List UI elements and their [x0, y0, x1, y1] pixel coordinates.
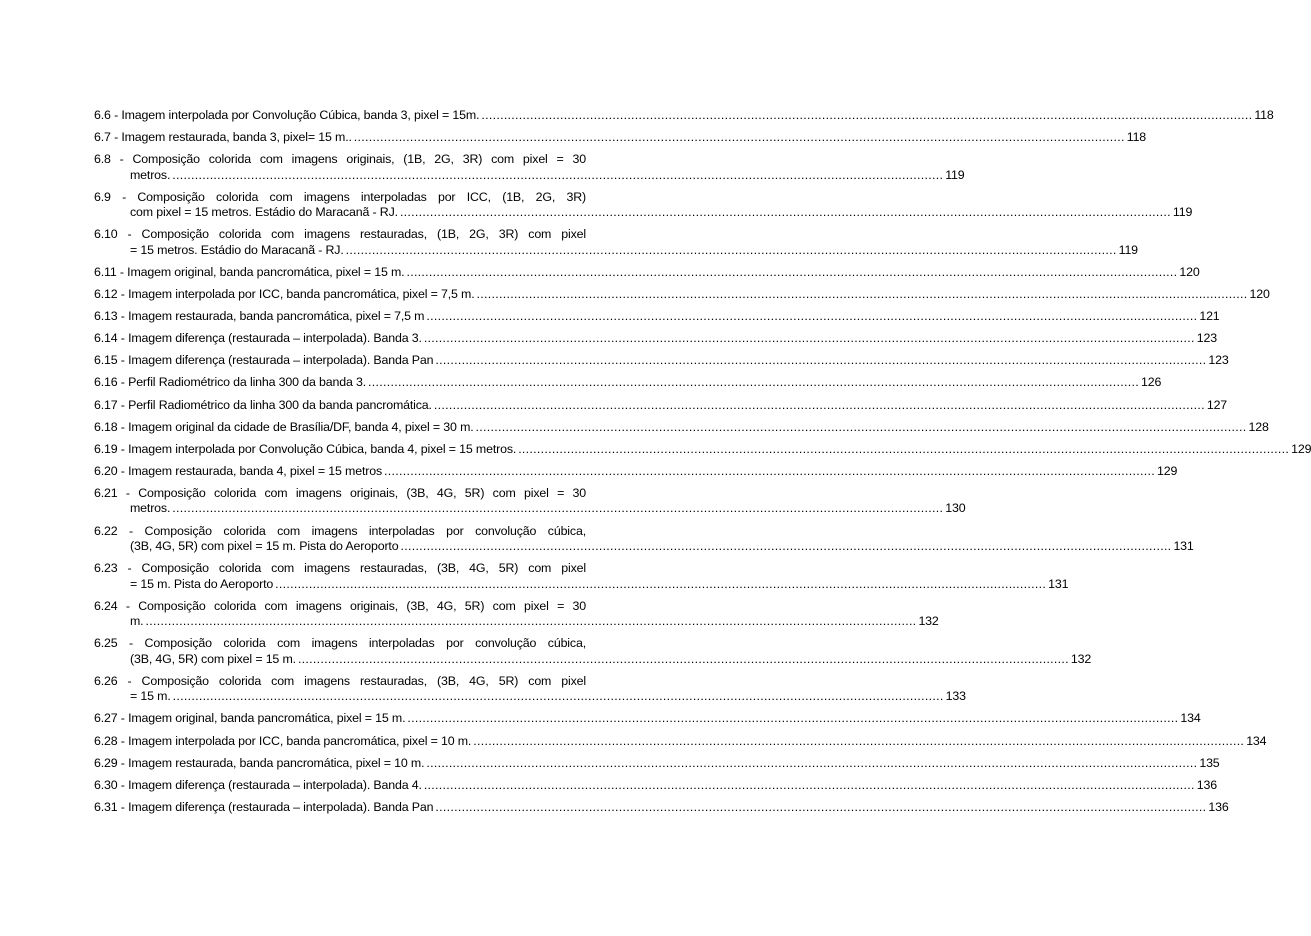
toc-entry [94, 711, 1201, 727]
toc-entry-continuation [94, 242, 1138, 259]
toc-page-number: 120 [1249, 287, 1270, 302]
toc-entry [94, 287, 1270, 303]
toc-entry-title [94, 636, 586, 652]
toc-page-number: 121 [1199, 309, 1220, 324]
toc-entry [94, 331, 1218, 347]
toc-page-number: 118 [1126, 130, 1147, 145]
toc-entry-text: 6.27 - Imagem original, banda pancromática, pixel = 15 m. [94, 711, 406, 726]
toc-page-number: 129 [1291, 441, 1311, 456]
toc-entry-text: 6.16 - Perfil Radiométrico da linha 300 da banda 3. [94, 375, 367, 390]
toc-entry [94, 375, 1162, 391]
toc-entry-text: 6.18 - Imagem original da cidade de Brasília/DF, banda 4, pixel = 30 m. [94, 419, 474, 434]
toc-entry-title [94, 190, 586, 206]
toc-entry-text: 6.10 - Composição colorida com imagens restauradas, (1B, 2G, 3R) com pixel [94, 227, 586, 242]
toc-entry [94, 799, 1229, 816]
toc-entry-title [94, 227, 586, 243]
toc-entry-text: metros. [130, 501, 171, 516]
toc-entry [94, 441, 1311, 458]
dot-leader [473, 734, 1244, 750]
toc-entry-text: 6.24 - Composição colorida com imagens originais, (3B, 4G, 5R) com pixel = 30 [94, 598, 586, 613]
toc-entry-text: com pixel = 15 metros. Estádio do Maracanã - RJ. [130, 205, 398, 220]
toc-entry-text: (3B, 4G, 5R) com pixel = 15 m. Pista do Aeroporto [130, 539, 399, 553]
toc-entry [94, 189, 1193, 221]
toc-entry-text: (3B, 4G, 5R) com pixel = 15 m. [130, 651, 296, 666]
toc-page-number: 134 [1180, 711, 1201, 726]
toc-entry [94, 463, 1178, 480]
toc-page-number: 127 [1206, 397, 1228, 412]
toc-entry-title [94, 777, 1218, 794]
dot-leader [298, 652, 1069, 668]
toc-entry [94, 264, 1200, 281]
dot-leader [407, 711, 1178, 727]
dot-leader [476, 420, 1247, 436]
toc-page-number: 118 [1254, 108, 1274, 122]
toc-entry [94, 561, 1069, 592]
toc-entry-text: = 15 m. Pista do Aeroporto [130, 576, 274, 591]
toc-entry-continuation [94, 501, 966, 517]
dot-leader [384, 464, 1155, 480]
toc-entry-continuation [94, 539, 1194, 555]
toc-entry-title [94, 799, 1229, 816]
toc-entry [94, 397, 1228, 414]
toc-entry-text: 6.21 - Composição colorida com imagens originais, (3B, 4G, 5R) com pixel = 30 [94, 485, 586, 500]
toc-entry-text: 6.20 - Imagem restaurada, banda 4, pixel = 15 metros [94, 463, 383, 478]
toc-entry-title [94, 375, 1162, 391]
toc-entry [94, 777, 1218, 794]
toc-entry-title [94, 599, 586, 615]
dot-leader [173, 689, 944, 705]
toc-entry [94, 353, 1229, 369]
toc-page-number: 129 [1157, 463, 1178, 478]
toc-entry-continuation [94, 576, 1069, 593]
toc-entry-title [94, 674, 586, 690]
toc-entry-text: 6.30 - Imagem diferença (restaurada – interpolada). Banda 4. [94, 777, 422, 792]
toc-page-number: 136 [1196, 777, 1218, 792]
dot-leader [354, 130, 1125, 146]
toc-entry-continuation [94, 205, 1193, 221]
toc-entry [94, 636, 1092, 667]
toc-entry-text: 6.11 - Imagem original, banda pancromática, pixel = 15 m. [94, 264, 405, 279]
dot-leader [172, 168, 943, 184]
toc-page-number: 131 [1173, 539, 1194, 553]
toc-entry-continuation [94, 689, 966, 705]
toc-entry-text: 6.15 - Imagem diferença (restaurada – interpolada). Banda Pan [94, 353, 434, 368]
toc-entry-title [94, 331, 1218, 347]
toc-entry-title [94, 397, 1228, 414]
toc-entry-title [94, 419, 1269, 436]
toc-entry-text: 6.19 - Imagem interpolada por Convolução Cúbica, banda 4, pixel = 15 metros. [94, 441, 517, 456]
toc-entry [94, 673, 966, 705]
toc-entry-title [94, 130, 1147, 146]
toc-entry-title [94, 733, 1267, 750]
dot-leader [400, 539, 1171, 555]
toc-entry-title [94, 441, 1311, 458]
dot-leader [426, 309, 1197, 325]
dot-leader [400, 205, 1171, 221]
dot-leader [424, 778, 1195, 794]
toc-entry [94, 227, 1138, 258]
toc-entry-text: 6.8 - Composição colorida com imagens originais, (1B, 2G, 3R) com pixel = 30 [94, 152, 586, 167]
toc-page-number: 119 [1172, 205, 1193, 220]
dot-leader [368, 375, 1139, 391]
toc-entry-title [94, 755, 1220, 772]
dot-leader [481, 108, 1252, 124]
toc-page-number: 134 [1246, 733, 1267, 748]
dot-leader [145, 614, 916, 630]
dot-leader [406, 265, 1177, 281]
toc-entry [94, 733, 1267, 750]
dot-leader [435, 353, 1206, 369]
toc-entry [94, 152, 965, 183]
toc-entry-title [94, 524, 586, 540]
toc-entry-title [94, 463, 1178, 480]
toc-entry-title [94, 309, 1220, 325]
toc-entry-title [94, 486, 586, 502]
toc-entry [94, 309, 1220, 325]
dot-leader [424, 331, 1195, 347]
toc-entry-title [94, 264, 1200, 281]
toc-entry [94, 523, 1194, 555]
toc-entry-continuation [94, 651, 1092, 668]
toc-entry-text: 6.7 - Imagem restaurada, banda 3, pixel= 15 m.. [94, 130, 352, 145]
toc-entry-text: 6.13 - Imagem restaurada, banda pancromática, pixel = 7,5 m [94, 309, 425, 324]
dot-leader [275, 577, 1046, 593]
toc-entry-title [94, 108, 1274, 124]
toc-page-number: 120 [1179, 264, 1200, 279]
toc-entry-text: m. [130, 614, 144, 629]
toc-entry [94, 755, 1220, 772]
toc-entry-text: 6.25 - Composição colorida com imagens interpoladas por convolução cúbica, [94, 636, 586, 651]
toc-page-number: 123 [1208, 353, 1229, 368]
toc-page-number: 128 [1248, 419, 1269, 434]
toc-entry-text: 6.12 - Imagem interpolada por ICC, banda pancromática, pixel = 7,5 m. [94, 287, 475, 302]
dot-leader [518, 442, 1289, 458]
toc-page-number: 119 [1118, 242, 1138, 257]
toc-entry-title [94, 353, 1229, 369]
toc-page-number: 119 [945, 167, 965, 182]
toc-entry-text: 6.26 - Composição colorida com imagens restauradas, (3B, 4G, 5R) com pixel [94, 673, 586, 688]
toc-page-number: 126 [1140, 375, 1162, 390]
toc-page-number: 131 [1048, 576, 1069, 591]
toc-entry-title [94, 711, 1201, 727]
toc-page-number: 136 [1208, 799, 1229, 814]
toc-entry-text: 6.31 - Imagem diferença (restaurada – interpolada). Banda Pan [94, 799, 434, 814]
toc-entry-text: = 15 metros. Estádio do Maracanã - RJ. [130, 242, 344, 257]
toc-entry [94, 419, 1269, 436]
toc-page-number: 133 [945, 689, 966, 704]
toc-page-number: 135 [1199, 755, 1220, 770]
toc-entry-title [94, 152, 586, 168]
toc-entry-text: 6.14 - Imagem diferença (restaurada – interpolada). Banda 3. [94, 331, 422, 346]
toc-entry-continuation [94, 167, 965, 184]
toc-entry-text: = 15 m. [130, 689, 171, 704]
toc-entry-continuation [94, 614, 939, 630]
toc-entry-text: 6.6 - Imagem interpolada por Convolução Cúbica, banda 3, pixel = 15m. [94, 108, 480, 122]
toc-entry-text: 6.29 - Imagem restaurada, banda pancromática, pixel = 10 m. [94, 755, 425, 770]
dot-leader [346, 243, 1117, 259]
dot-leader [426, 756, 1197, 772]
toc-entry [94, 598, 939, 630]
toc-entry-text: 6.17 - Perfil Radiométrico da linha 300 da banda pancromática. [94, 397, 432, 412]
toc-entry [94, 108, 1274, 124]
dot-leader [434, 398, 1205, 414]
toc-page-number: 132 [1070, 651, 1092, 666]
toc-entry-text: 6.28 - Imagem interpolada por ICC, banda pancromática, pixel = 10 m. [94, 733, 472, 748]
toc-entry-title [94, 287, 1270, 303]
toc-page-number: 132 [918, 614, 939, 629]
toc-entry-text: 6.23 - Composição colorida com imagens restauradas, (3B, 4G, 5R) com pixel [94, 561, 586, 576]
dot-leader [172, 501, 943, 517]
toc-entry-text: 6.9 - Composição colorida com imagens interpoladas por ICC, (1B, 2G, 3R) [94, 189, 586, 204]
dot-leader [435, 800, 1206, 816]
toc-entry-text: 6.22 - Composição colorida com imagens interpoladas por convolução cúbica, [94, 523, 586, 538]
dot-leader [477, 287, 1248, 303]
toc-page-number: 130 [945, 501, 966, 516]
toc-entry-text: metros. [130, 167, 171, 182]
toc-entry [94, 130, 1147, 146]
list-of-figures [94, 108, 1311, 822]
toc-entry-title [94, 561, 586, 577]
toc-page-number: 123 [1196, 331, 1218, 346]
toc-entry [94, 485, 966, 517]
